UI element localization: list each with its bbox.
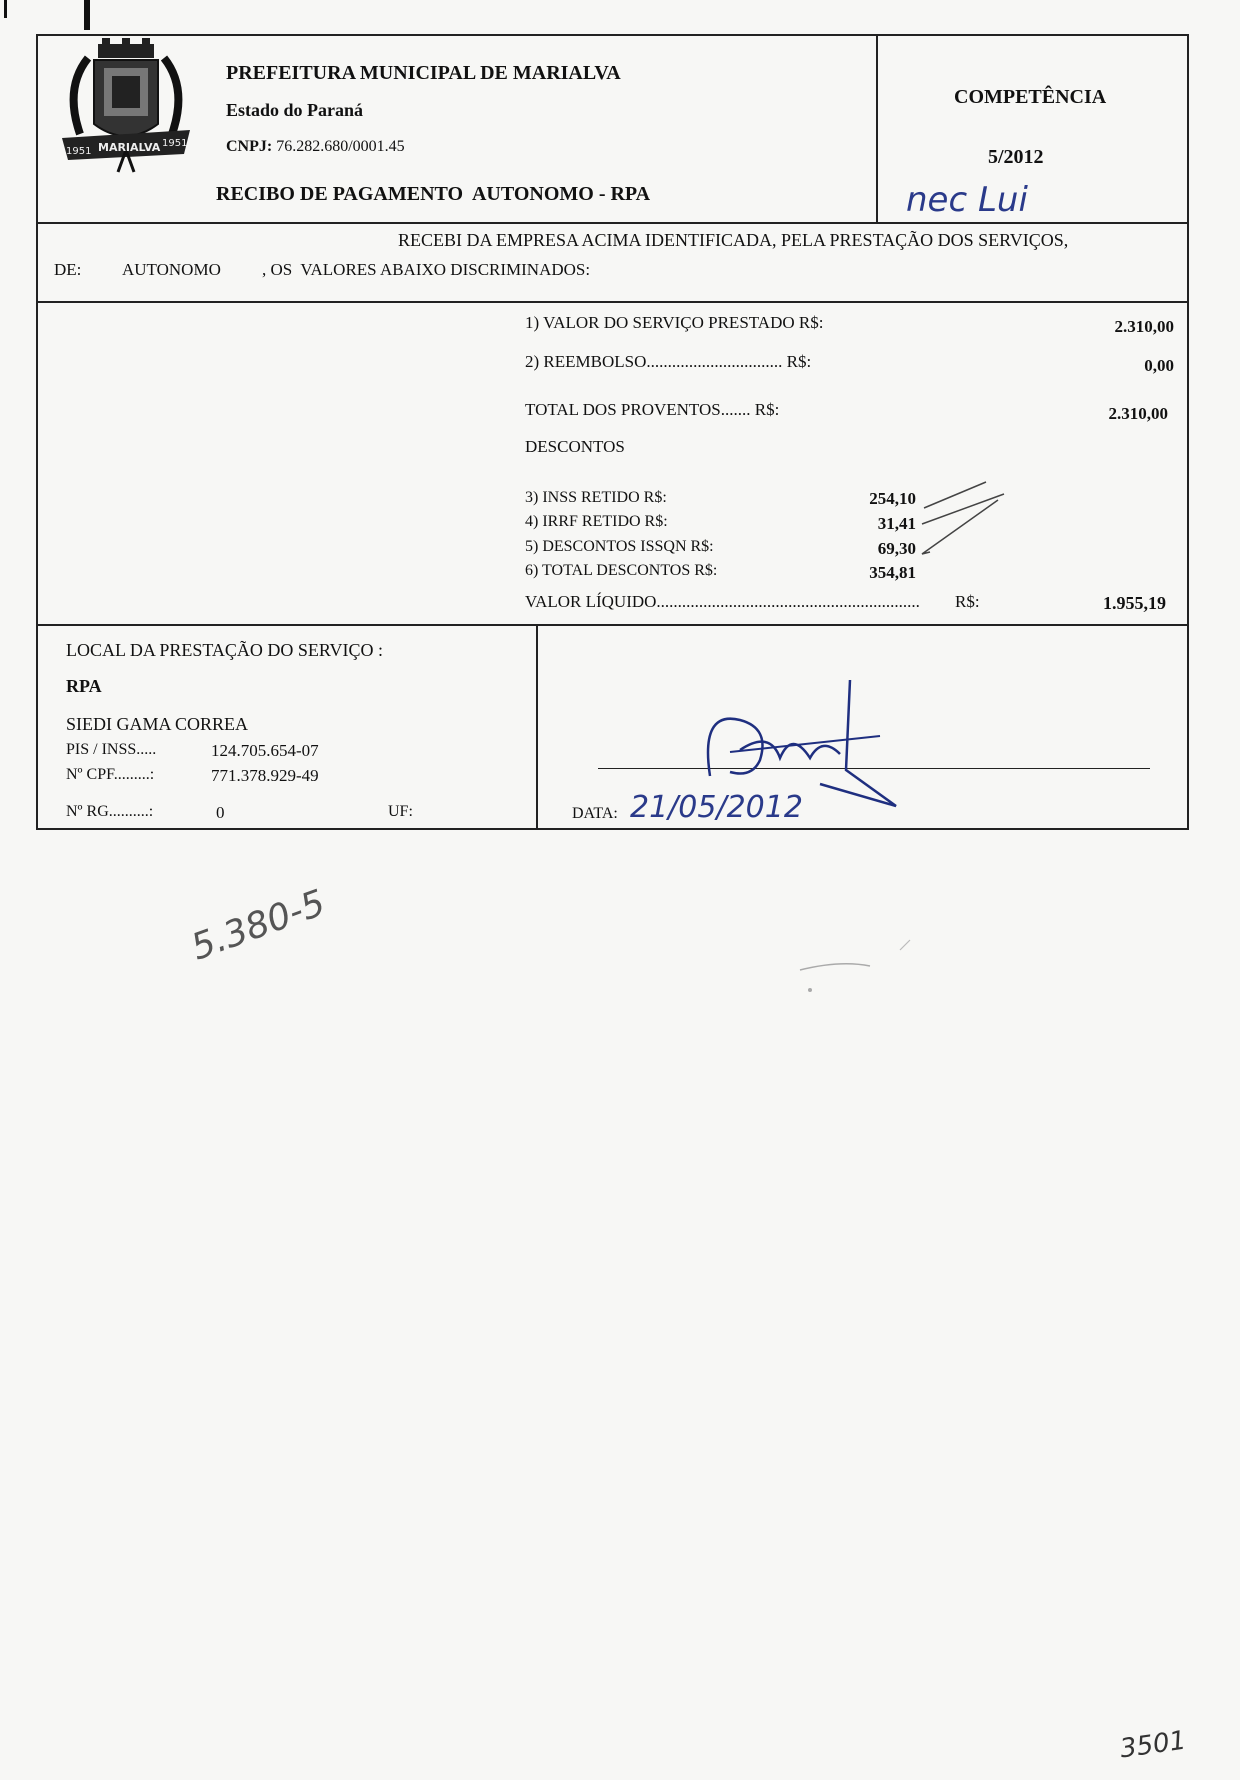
left-edge-mark [4,0,7,18]
pencil-note: 5.380-5 [186,882,331,969]
municipal-crest-icon [58,38,194,174]
local-label: LOCAL DA PRESTAÇÃO DO SERVIÇO : [66,640,383,660]
faint-mark [780,930,920,1010]
item1-label: 1) VALOR DO SERVIÇO PRESTADO R$: [525,313,824,332]
rg-value: 0 [216,803,225,822]
item1-value: 2.310,00 [1114,317,1174,336]
total-proventos-label: TOTAL DOS PROVENTOS....... R$: [525,400,780,419]
competence-label: COMPETÊNCIA [954,86,1107,108]
handwritten-note: nec Lui [906,180,1028,220]
crest-banner-text: MARIALVA [98,141,161,154]
crest-left-year: 1951 [66,146,92,157]
bottom-divider [536,624,538,830]
checkmark-strokes-icon [916,478,1012,558]
uf-label: UF: [388,803,413,820]
descontos-label: DESCONTOS [525,437,625,456]
date-value: 21/05/2012 [630,790,803,825]
inss-value: 254,10 [869,489,916,508]
de-label: DE: [54,260,82,279]
cpf-label: Nº CPF.........: [66,766,155,783]
declaration-line2: , OS VALORES ABAIXO DISCRIMINADOS: [262,260,591,279]
liquido-label: VALOR LÍQUIDO.............................................................. [525,592,920,611]
declaration-bottom-line [36,301,1189,303]
page-number: 3501 [1118,1725,1188,1765]
total-proventos-value: 2.310,00 [1108,404,1168,423]
header-divider [876,34,878,224]
item2-label: 2) REEMBOLSO................................ R$: [525,352,812,371]
local-value: RPA [66,676,102,696]
top-corner-mark [84,0,90,30]
de-value: AUTONOMO [122,260,221,279]
inss-label: 3) INSS RETIDO R$: [525,489,667,506]
liquido-value: 1.955,19 [1103,593,1166,613]
competence-value: 5/2012 [988,146,1044,168]
cnpj-label: CNPJ: [226,138,273,155]
cnpj-line [226,138,405,156]
total-descontos-label: 6) TOTAL DESCONTOS R$: [525,562,718,579]
issqn-label: 5) DESCONTOS ISSQN R$: [525,538,714,555]
irrf-value: 31,41 [877,514,916,533]
cpf-value: 771.378.929-49 [211,766,319,785]
state-name: Estado do Paraná [226,100,364,120]
header-bottom-line [36,222,1189,224]
liquido-currency: R$: [955,592,980,611]
issqn-value: 69,30 [877,539,916,558]
rg-label: Nº RG..........: [66,803,154,820]
pis-value: 124.705.654-07 [211,741,319,760]
document-title: RECIBO DE PAGAMENTO AUTONOMO - RPA [216,183,651,205]
total-descontos-value: 354,81 [869,563,916,582]
values-bottom-line [36,624,1189,626]
declaration-line1: RECEBI DA EMPRESA ACIMA IDENTIFICADA, PELA PRESTAÇÃO DOS SERVIÇOS, [398,230,1069,250]
date-label: DATA: [572,805,618,822]
item2-value: 0,00 [1144,356,1174,375]
cnpj-value: 76.282.680/0001.45 [276,138,405,155]
irrf-label: 4) IRRF RETIDO R$: [525,513,668,530]
org-name: PREFEITURA MUNICIPAL DE MARIALVA [226,62,621,84]
crest-right-year: 1951 [162,138,188,149]
provider-name: SIEDI GAMA CORREA [66,714,249,734]
pis-label: PIS / INSS..... [66,741,157,758]
